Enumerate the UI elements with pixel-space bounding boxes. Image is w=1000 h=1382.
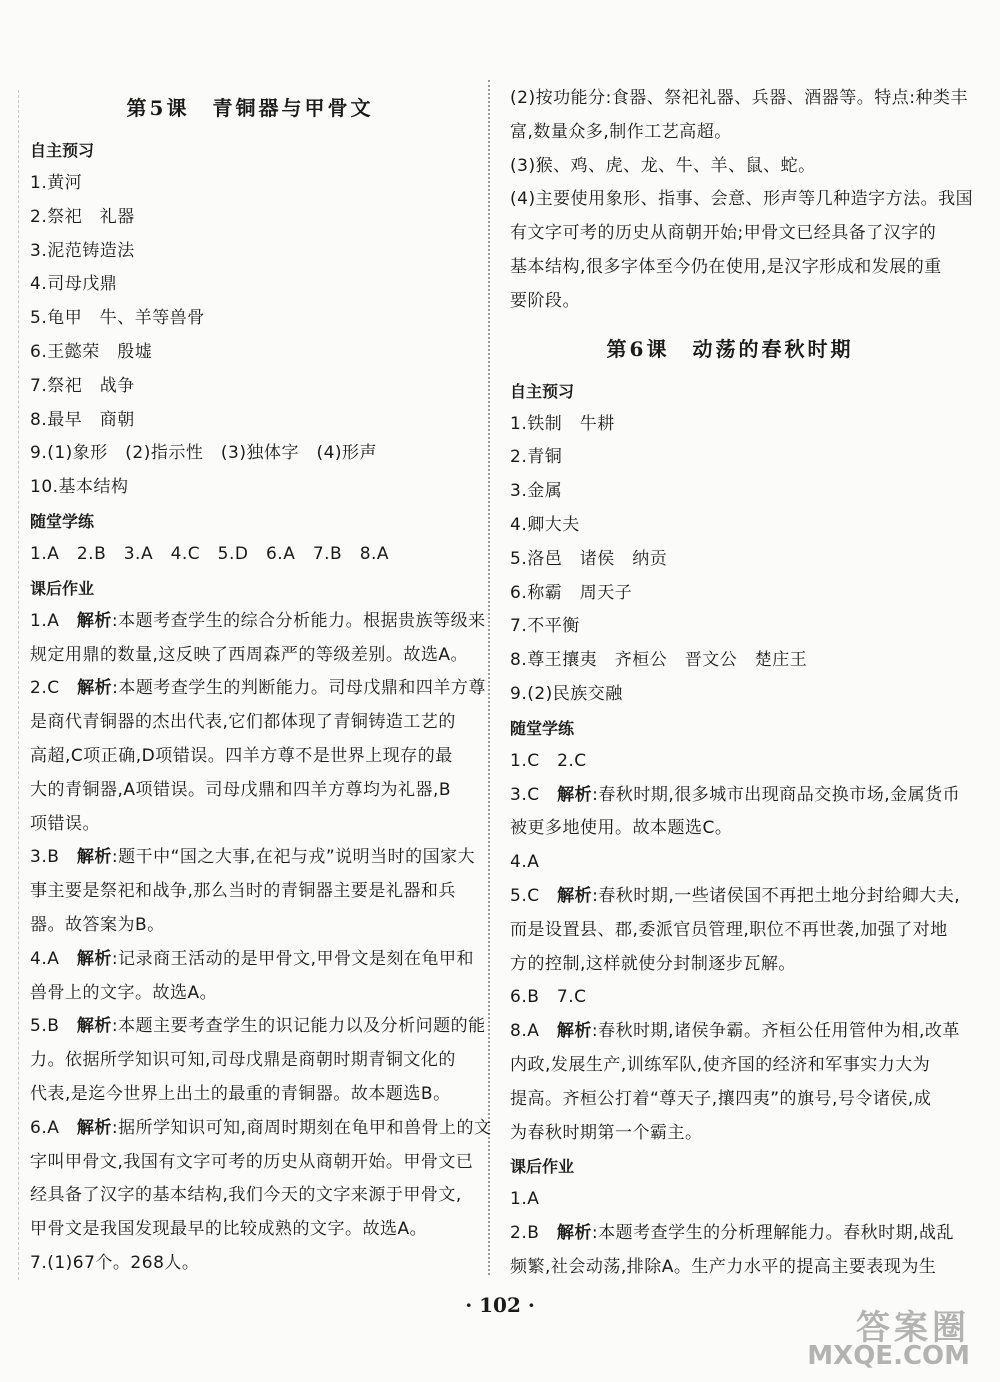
answer-line: 规定用鼎的数量,这反映了西周森严的等级差别。故选A。 <box>30 644 469 665</box>
answer-line: 9.(1)象形 (2)指示性 (3)独体字 (4)形声 <box>30 443 378 464</box>
left-column <box>30 82 492 1281</box>
section-heading: 随堂学练 <box>510 718 575 738</box>
answer-line: 8.尊王攘夷 齐桓公 晋文公 楚庄王 <box>510 650 808 671</box>
right-continued-content <box>510 82 974 319</box>
answer-line: 字叫甲骨文,我国有文字可考的历史从商朝开始。甲骨文已 <box>30 1151 474 1172</box>
answer-line: 1.黄河 <box>30 173 83 193</box>
answer-number: 1.A <box>30 610 77 631</box>
analysis-text: :据所学知识可知,商周时期刻在龟甲和兽骨上的文 <box>111 1117 492 1138</box>
column-divider <box>488 80 490 1275</box>
answer-number: 2.B <box>510 1223 557 1244</box>
answer-line: 1.铁制 牛耕 <box>510 413 615 434</box>
answer-line: 1.A <box>510 1189 540 1210</box>
analysis-label: 解析 <box>76 610 112 631</box>
answer-line: 有文字可考的历史从商朝开始;甲骨文已经具备了汉字的 <box>510 223 937 244</box>
analysis-label: 解析 <box>76 1117 112 1138</box>
watermark-url: MXQE.COM <box>807 1341 970 1371</box>
answer-line: 代表,是迄今世界上出土的最重的青铜器。故本题选B。 <box>30 1083 451 1104</box>
lesson-title: 第5课 青铜器与甲骨文 <box>126 96 374 120</box>
answer-line: 6.B 7.C <box>510 987 587 1008</box>
answer-number: 8.A <box>510 1021 557 1042</box>
answer-line: 5.洛邑 诸侯 纳贡 <box>510 548 668 569</box>
analysis-label: 解析 <box>556 1223 592 1244</box>
analysis-label: 解析 <box>76 1016 112 1037</box>
right-column <box>510 82 974 1285</box>
answer-line: 1.C 2.C <box>510 750 587 771</box>
watermark-text: 答案圈 <box>856 1308 970 1348</box>
answer-line: 7.祭祀 战争 <box>30 375 135 396</box>
answer-line: 内政,发展生产,训练军队,使齐国的经济和军事实力大为 <box>510 1054 931 1075</box>
answer-line: 2.祭祀 礼器 <box>30 206 135 227</box>
answer-line: 兽骨上的文字。故选A。 <box>30 982 218 1003</box>
section-heading: 自主预习 <box>510 381 575 401</box>
answer-line: 3.泥范铸造法 <box>30 240 135 261</box>
analysis-text: :本题考查学生的判断能力。司母戊鼎和四羊方尊 <box>112 678 486 699</box>
lesson-title: 第6课 动荡的春秋时期 <box>606 336 854 361</box>
answer-line: 器。故答案为B。 <box>30 914 165 935</box>
answer-number: 6.A <box>30 1117 77 1138</box>
answer-line: 2.青铜 <box>510 447 563 468</box>
answer-line <box>510 880 961 914</box>
analysis-text: :本题考查学生的分析理解能力。春秋时期,战乱 <box>591 1223 955 1244</box>
answer-line <box>30 1112 492 1146</box>
section-heading: 课后作业 <box>510 1157 575 1177</box>
answer-line: 为春秋时期第一个霸主。 <box>510 1122 703 1143</box>
answer-line: 10.基本结构 <box>30 477 129 498</box>
answer-line: 7.不平衡 <box>510 616 580 637</box>
section-heading: 随堂学练 <box>30 511 95 531</box>
analysis-label: 解析 <box>557 784 593 805</box>
answer-line: 是商代青铜器的杰出代表,它们都体现了青铜铸造工艺的 <box>30 712 456 733</box>
answer-line <box>510 779 961 813</box>
watermark-logo <box>807 1308 970 1371</box>
analysis-text: :春秋时期,很多城市出现商品交换市场,金属货币 <box>592 784 961 805</box>
analysis-text: :本题主要考查学生的识记能力以及分析问题的能 <box>111 1016 486 1037</box>
answer-line: (3)猴、鸡、虎、龙、牛、羊、鼠、蛇。 <box>510 155 816 176</box>
answer-number: 3.B <box>30 847 77 868</box>
answer-line: 力。依据所学知识可知,司母戊鼎是商朝时期青铜文化的 <box>30 1050 456 1071</box>
answer-number: 3.C <box>510 784 558 805</box>
answer-line: 7.(1)67个。268人。 <box>30 1252 200 1273</box>
answer-line: 4.卿大夫 <box>510 514 580 535</box>
analysis-label: 解析 <box>76 948 112 969</box>
analysis-text: :本题考查学生的综合分析能力。根据贵族等级来 <box>111 610 486 631</box>
answer-line <box>30 1010 486 1044</box>
answer-line: 大的青铜器,A项错误。司母戊鼎和四羊方尊均为礼器,B <box>30 779 452 800</box>
answer-number: 5.B <box>30 1016 77 1037</box>
analysis-text: :春秋时期,诸侯争霸。齐桓公任用管仲为相,改革 <box>591 1021 960 1042</box>
answer-line: 5.龟甲 牛、羊等兽骨 <box>30 308 205 329</box>
answer-number: 5.C <box>510 885 558 906</box>
answer-line: 被更多地使用。故本题选C。 <box>510 818 733 839</box>
answer-line <box>30 943 474 977</box>
analysis-text: :记录商王活动的是甲骨文,甲骨文是刻在龟甲和 <box>111 948 474 969</box>
answer-line: 而是设置县、郡,委派官员管理,职位不再世袭,加强了对地 <box>510 919 948 940</box>
section-heading: 课后作业 <box>30 578 95 598</box>
answer-line: 要阶段。 <box>510 290 580 311</box>
answer-line: 基本结构,很多字体至今仍在使用,是汉字形成和发展的重 <box>510 256 942 277</box>
answer-line: 事主要是祭祀和战争,那么当时的青铜器主要是礼器和兵 <box>30 881 456 902</box>
answer-line: 3.金属 <box>510 481 563 502</box>
margin-rule <box>18 90 19 1280</box>
answer-line: 4.司母戊鼎 <box>30 274 118 295</box>
answer-line <box>30 841 476 875</box>
answer-line: 9.(2)民族交融 <box>510 683 623 704</box>
analysis-label: 解析 <box>77 678 113 699</box>
answer-line: 甲骨文是我国发现最早的比较成熟的文字。故选A。 <box>30 1219 428 1240</box>
answer-line: 6.称霸 周天子 <box>510 582 633 603</box>
answer-line: 经具备了汉字的基本结构,我们今天的文字来源于甲骨文, <box>30 1185 462 1206</box>
section-heading: 自主预习 <box>30 141 95 160</box>
answer-line: 高超,C项正确,D项错误。四羊方尊不是世界上现存的最 <box>30 745 453 766</box>
answer-line: 富,数量众多,制作工艺高超。 <box>510 121 732 142</box>
answer-line: 8.最早 商朝 <box>30 409 135 430</box>
answer-line: (2)按功能分:食器、祭祀礼器、兵器、酒器等。特点:种类丰 <box>510 88 969 108</box>
analysis-text: :春秋时期,一些诸侯国不再把土地分封给卿大夫, <box>592 885 961 906</box>
analysis-label: 解析 <box>76 847 112 868</box>
analysis-text: :题干中“国之大事,在祀与戎”说明当时的国家大 <box>111 847 476 868</box>
answer-line: 1.A 2.B 3.A 4.C 5.D 6.A 7.B 8.A <box>30 543 390 564</box>
answer-line: 6.王懿荣 殷墟 <box>30 341 153 362</box>
page-number: · 102 · <box>465 1293 535 1317</box>
answer-number: 2.C <box>30 678 78 699</box>
answer-line: (4)主要使用象形、指事、会意、形声等几种造字方法。我国 <box>510 189 974 210</box>
answer-number: 4.A <box>30 948 77 969</box>
answer-line <box>510 1015 960 1049</box>
answer-line <box>30 605 486 639</box>
answer-line: 频繁,社会动荡,排除A。生产力水平的提高主要表现为生 <box>510 1256 937 1277</box>
answer-line: 4.A <box>510 852 540 873</box>
right-content <box>510 375 961 1285</box>
analysis-label: 解析 <box>557 885 593 906</box>
answer-line: 方的控制,这样就使分封制逐步瓦解。 <box>510 953 796 974</box>
left-content <box>30 134 492 1281</box>
answer-line <box>30 672 486 706</box>
analysis-label: 解析 <box>556 1021 592 1042</box>
answer-line: 提高。齐桓公打着“尊天子,攘四夷”的旗号,号令诸侯,成 <box>510 1088 932 1109</box>
answer-line: 项错误。 <box>30 813 100 834</box>
answer-line <box>510 1217 955 1251</box>
